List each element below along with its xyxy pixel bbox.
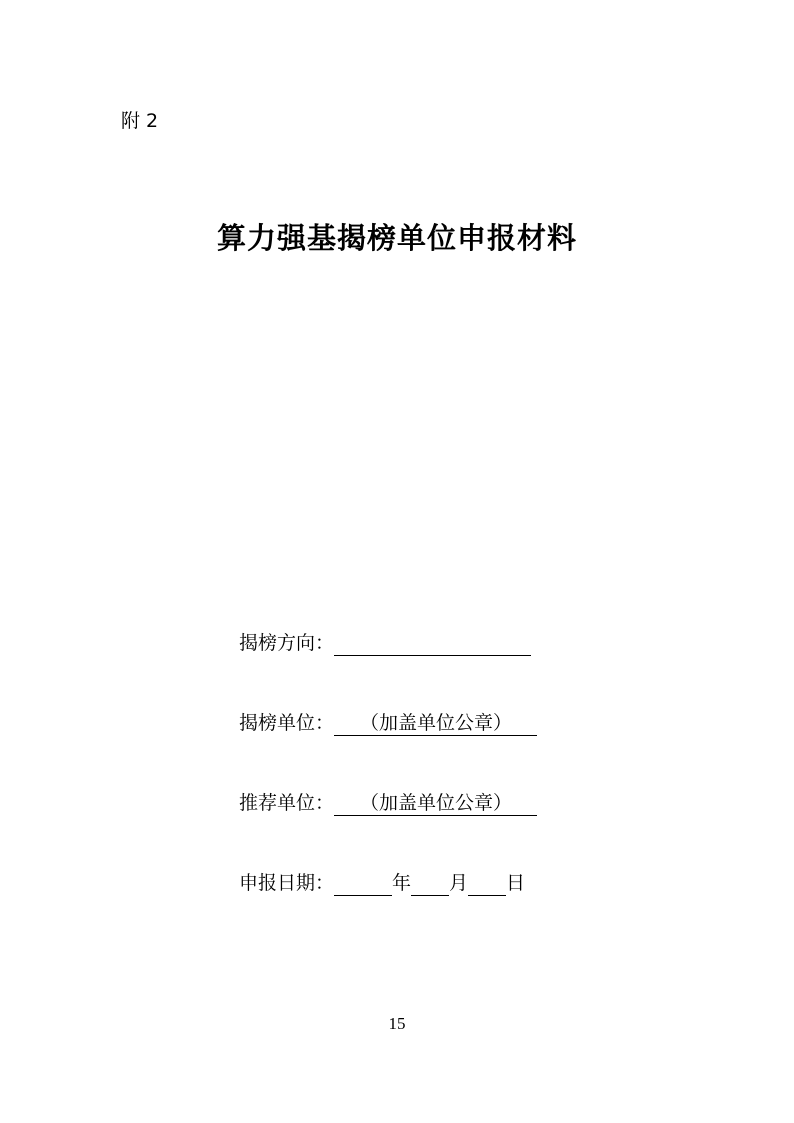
attachment-label: 附 2 [121, 110, 159, 132]
day-blank-line [468, 869, 506, 896]
page-number: 15 [388, 1014, 406, 1033]
field-row-direction [239, 624, 531, 656]
direction-label: 揭榜方向： [239, 632, 335, 654]
recommend-label: 推荐单位： [239, 792, 335, 814]
year-blank-line [334, 869, 392, 896]
field-row-unit [239, 704, 537, 736]
unit-stamp-blank: （加盖单位公章） [334, 710, 537, 736]
unit-label: 揭榜单位： [239, 712, 335, 734]
direction-blank-line [334, 629, 531, 656]
document-title: 算力强基揭榜单位申报材料 [216, 221, 577, 255]
field-row-date [239, 864, 525, 896]
year-label: 年 [392, 872, 412, 894]
field-row-recommend [239, 784, 537, 816]
month-blank-line [411, 869, 449, 896]
date-label: 申报日期： [239, 872, 335, 894]
month-label: 月 [449, 872, 469, 894]
recommend-stamp-blank: （加盖单位公章） [334, 790, 537, 816]
day-label: 日 [506, 872, 526, 894]
